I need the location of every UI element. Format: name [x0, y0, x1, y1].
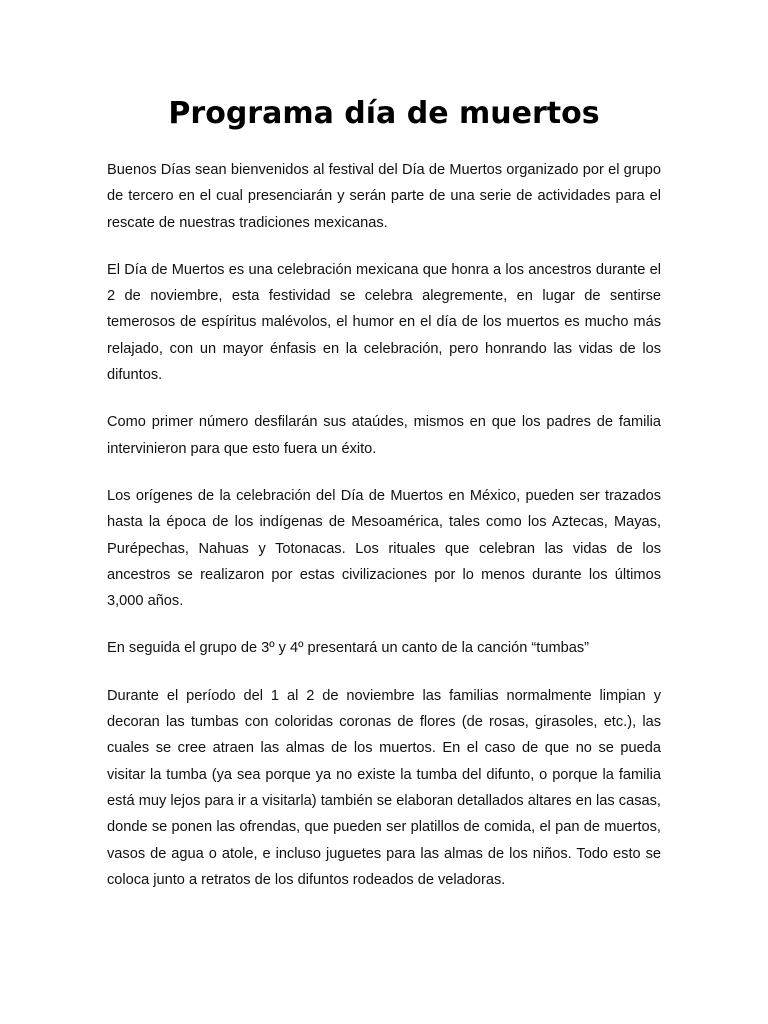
- paragraph-tombs-decoration: Durante el período del 1 al 2 de noviembre las familias normalmente limpian y decoran las tumbas con coloridas coronas de flores (de rosas, girasoles, etc.), las cuales se cree atraen las almas de los muertos. En el caso de que no se pueda visitar la tumba (ya sea porque ya no existe la tumba del difunto, o porque la familia está muy lejos para ir a visitarla) también se elaboran detallados altares en las casas, donde se ponen las ofrendas, que pueden ser platillos de comida, el pan de muertos, vasos de agua o atole, e incluso juguetes para las almas de los niños. Todo esto se coloca junto a retratos de los difuntos rodeados de veladoras.: [107, 687, 661, 888]
- paragraph-about-celebration: El Día de Muertos es una celebración mexicana que honra a los ancestros durante el 2 de noviembre, esta festividad se celebra alegremente, en lugar de sentirse temerosos de espíritus malévolos, el humor en el día de los muertos es mucho más relajado, con un mayor énfasis en la celebración, pero honrando las vidas de los difuntos.: [107, 261, 661, 384]
- paragraph-welcome: Buenos Días sean bienvenidos al festival del Día de Muertos organizado por el grupo de tercero en el cual presenciarán y serán parte de una serie de actividades para el rescate de nuestras tradiciones mexicanas.: [107, 162, 661, 231]
- document-title: Programa día de muertos: [168, 96, 600, 131]
- paragraph-song: En seguida el grupo de 3º y 4º presentará un canto de la canción “tumbas”: [107, 640, 590, 657]
- document-body: [107, 157, 661, 914]
- paragraph-coffins-parade: Como primer número desfilarán sus ataúdes, mismos en que los padres de familia intervinieron para que esto fuera un éxito.: [107, 414, 661, 457]
- paragraph-origins: Los orígenes de la celebración del Día de Muertos en México, pueden ser trazados hasta la época de los indígenas de Mesoamérica, tales como los Aztecas, Mayas, Purépechas, Nahuas y Totonacas. Los rituales que celebran las vidas de los ancestros se realizaron por estas civilizaciones por lo menos durante los últimos 3,000 años.: [107, 487, 661, 610]
